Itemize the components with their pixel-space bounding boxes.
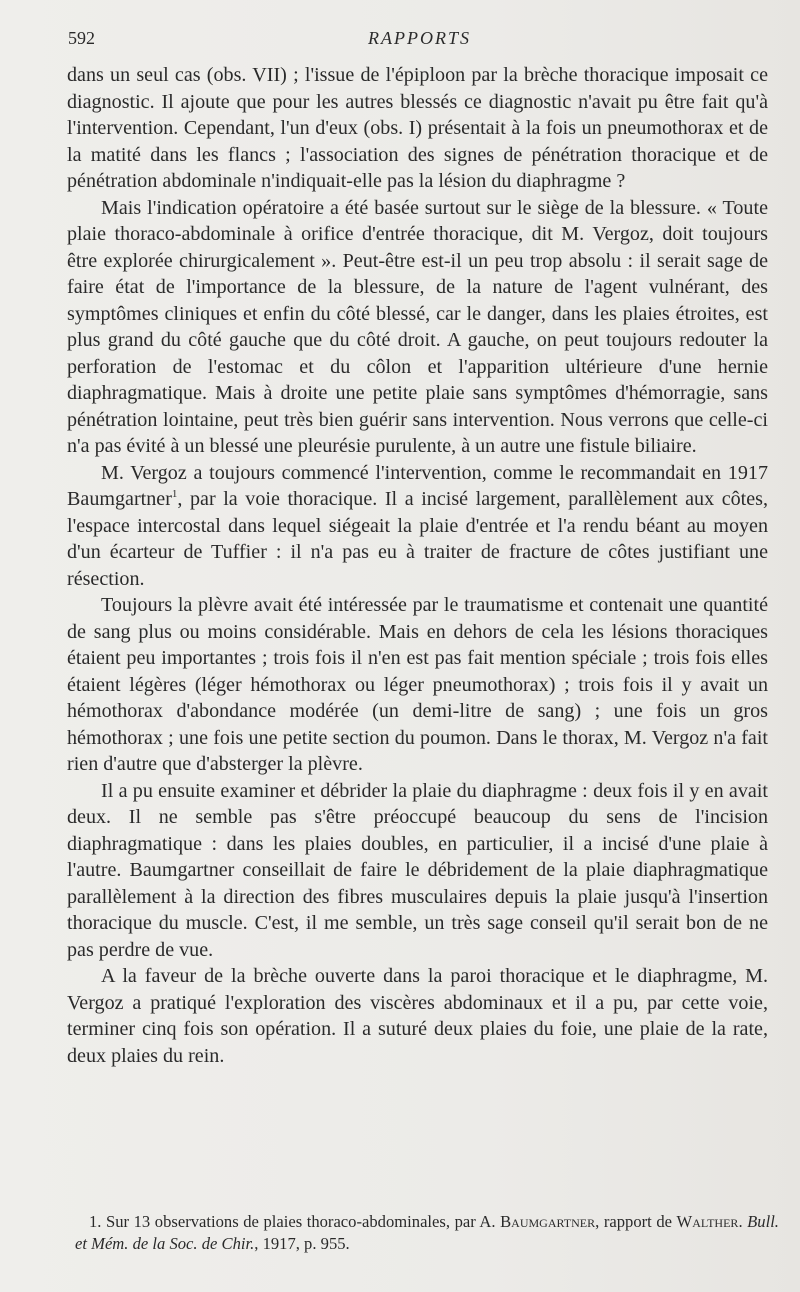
page-number: 592	[68, 28, 95, 48]
footnote-number: 1.	[89, 1212, 102, 1231]
footnote-text-part: , 1917, p. 955.	[254, 1233, 350, 1253]
page-header	[68, 28, 770, 52]
footnote-reporter: Walther	[676, 1212, 739, 1231]
footnote-text-part: , rapport de	[595, 1212, 672, 1231]
footnote-author: Baumgartner	[500, 1212, 596, 1231]
paragraph-3-text-a: M. Vergoz a toujours commencé l'intervention, comme le recommandait en 1917 Baumgartner	[67, 461, 768, 510]
paragraph-5: Il a pu ensuite examiner et débrider la plaie du diaphragme : deux fois il y en avait deux. Il ne semble pas s'être préoccupé beaucoup du sens de l'incision diaphragmatique : dans les plaies doubles, en particulier, il a incisé d'une plaie à l'autre. Baumgartner conseillait de faire le débridement de la plaie diaphragmatique parallèlement à la direction des fibres musculaires depuis la plaie jusqu'à l'insertion thoracique du muscle. C'est, il me semble, un très sage conseil qu'il serait bon de ne pas perdre de vue.	[67, 779, 768, 961]
footnote-text-part: .	[738, 1212, 743, 1231]
footnote-text	[75, 1211, 779, 1254]
paragraph-6: A la faveur de la brèche ouverte dans la paroi thoracique et le diaphragme, M. Vergoz a pratiqué l'exploration des viscères abdominaux et il a pu, par cette voie, terminer cinq fois son opération. Il a suturé deux plaies du foie, une plaie de la rate, deux plaies du rein.	[67, 965, 768, 1067]
footnote-journal: Bull. et Mém. de la Soc. de Chir.	[75, 1212, 779, 1253]
footnote-reference[interactable]: 1	[171, 488, 178, 500]
body-text	[67, 62, 768, 1069]
footnote-text-part: Sur 13 observations de plaies thoraco-abdominales, par A.	[106, 1212, 496, 1231]
paragraph-4: Toujours la plèvre avait été intéressée par le traumatisme et contenait une quantité de sang plus ou moins considérable. Mais en dehors de cela les lésions thoraciques étaient peu importantes ; trois fois il n'en est pas fait mention spéciale ; trois fois elles étaient légères (léger hémothorax ou léger pneumothorax) ; trois fois il y avait un hémothorax d'abondance modérée (un demi-litre de sang) ; une fois un gros hémothorax ; une fois une petite section du poumon. Dans le thorax, M. Vergoz n'a fait rien d'autre que d'absterger la plèvre.	[67, 594, 768, 775]
paragraph-1: dans un seul cas (obs. VII) ; l'issue de l'épiploon par la brèche thoracique imposait ce diagnostic. Il ajoute que pour les autres blessés ce diagnostic n'avait pu être fait qu'à l'intervention. Cependant, l'un d'eux (obs. I) présentait à la fois un pneumothorax et de la matité dans les flancs ; l'association des signes de pénétration thoracique et de pénétration abdominale n'indiquait-elle pas la lésion du diaphragme ?	[67, 64, 768, 192]
paragraph-3-text-b: , par la voie thoracique. Il a incisé largement, parallèlement aux côtes, l'espace intercostal dans lequel siégeait la plaie d'entrée et l'a rendu béant au moyen d'un écarteur de Tuffier : il n'a pas eu à traiter de fracture de côtes justifiant une résection.	[67, 488, 768, 590]
footnote	[75, 1211, 779, 1254]
running-head: RAPPORTS	[368, 28, 471, 48]
paragraph-3	[67, 460, 768, 593]
paragraph-2: Mais l'indication opératoire a été basée surtout sur le siège de la blessure. « Toute plaie thoraco-abdominale à orifice d'entrée thoracique, dit M. Vergoz, doit toujours être explorée chirurgicalement ». Peut-être est-il un peu trop absolu : il serait sage de faire état de l'importance de la blessure, de la nature de l'agent vulnérant, des symptômes cliniques et enfin du côté blessé, car le danger, dans les plaies étroites, est plus grand du côté gauche que du côté droit. A gauche, on peut toujours redouter la perforation de l'estomac et du côlon et l'apparition ultérieure d'une hernie diaphragmatique. Mais à droite une petite plaie sans symptômes d'hémorragie, sans pénétration lointaine, peut très bien guérir sans intervention. Nous verrons que celle-ci n'a pas évité à un blessé une pleurésie purulente, à un autre une fistule biliaire.	[67, 196, 768, 457]
